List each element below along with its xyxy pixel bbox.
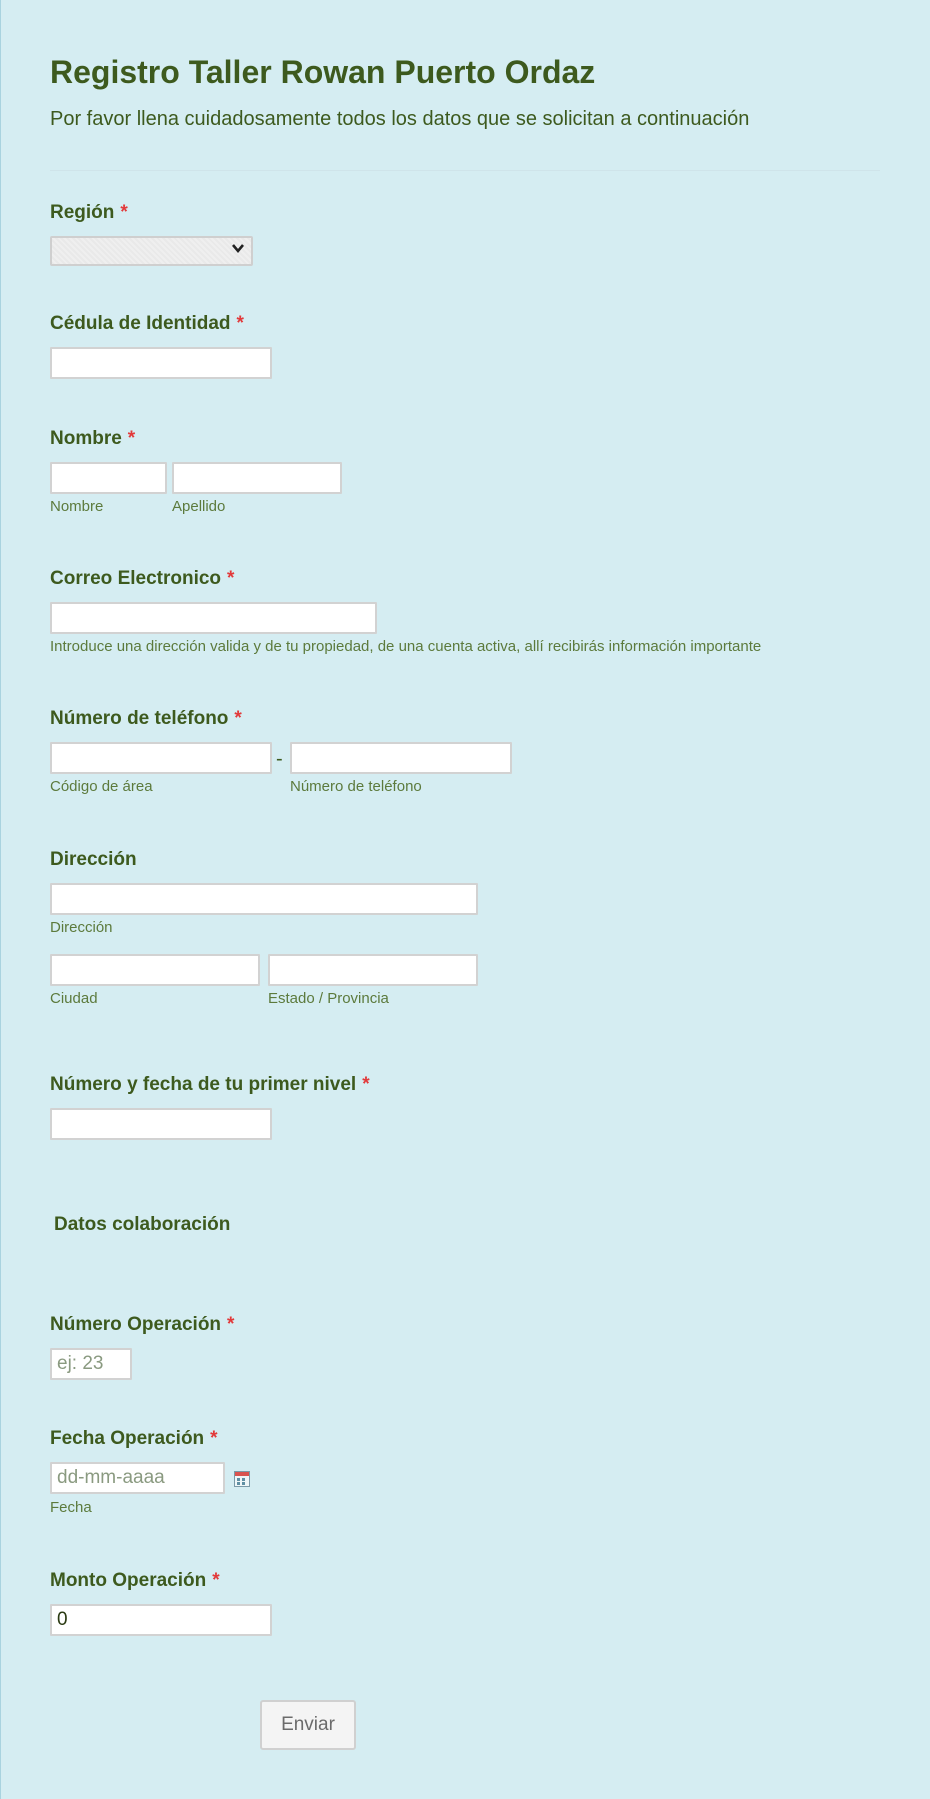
form-title: Registro Taller Rowan Puerto Ordaz [50,54,596,90]
required-marker: * [120,202,128,223]
area-code-sublabel: Código de área [50,778,153,795]
area-code-input[interactable] [50,742,272,774]
required-marker: * [227,1314,235,1335]
required-marker: * [234,708,242,729]
cedula-label: Cédula de Identidad * [50,313,244,334]
required-marker: * [210,1428,218,1449]
email-label: Correo Electronico * [50,568,235,589]
street-address-input[interactable] [50,883,478,915]
address-label: Dirección [50,849,137,870]
operation-number-input[interactable] [50,1348,132,1380]
region-label: Región * [50,202,128,223]
form-subtitle: Por favor llena cuidadosamente todos los datos que se solicitan a continuación [50,108,750,130]
state-sublabel: Estado / Provincia [268,990,389,1007]
operation-amount-label: Monto Operación * [50,1570,220,1591]
operation-date-input[interactable] [50,1462,225,1494]
region-select[interactable] [50,236,253,266]
header-divider [50,170,880,171]
last-name-sublabel: Apellido [172,498,226,515]
first-level-input[interactable] [50,1108,272,1140]
required-marker: * [362,1074,370,1095]
phone-number-input[interactable] [290,742,512,774]
phone-separator: - [276,748,283,770]
calendar-icon[interactable] [234,1471,250,1487]
operation-amount-input[interactable] [50,1604,272,1636]
first-name-input[interactable] [50,462,167,494]
submit-button[interactable]: Enviar [260,1700,356,1750]
street-address-sublabel: Dirección [50,919,113,936]
phone-number-sublabel: Número de teléfono [290,778,422,795]
section-heading: Datos colaboración [54,1214,231,1235]
email-input[interactable] [50,602,377,634]
state-input[interactable] [268,954,478,986]
operation-date-label: Fecha Operación * [50,1428,218,1449]
city-input[interactable] [50,954,260,986]
first-name-sublabel: Nombre [50,498,104,515]
chevron-down-icon [231,241,245,260]
cedula-input[interactable] [50,347,272,379]
city-sublabel: Ciudad [50,990,98,1007]
operation-number-label: Número Operación * [50,1314,235,1335]
required-marker: * [212,1570,220,1591]
required-marker: * [127,428,136,449]
nombre-label: Nombre * [50,428,136,449]
required-marker: * [236,313,244,334]
email-hint: Introduce una dirección valida y de tu propiedad, de una cuenta activa, allí recibirás información importante [50,638,762,655]
required-marker: * [227,568,235,589]
last-name-input[interactable] [172,462,342,494]
operation-date-sublabel: Fecha [50,1499,92,1516]
phone-label: Número de teléfono * [50,708,242,729]
first-level-label: Número y fecha de tu primer nivel * [50,1074,370,1095]
